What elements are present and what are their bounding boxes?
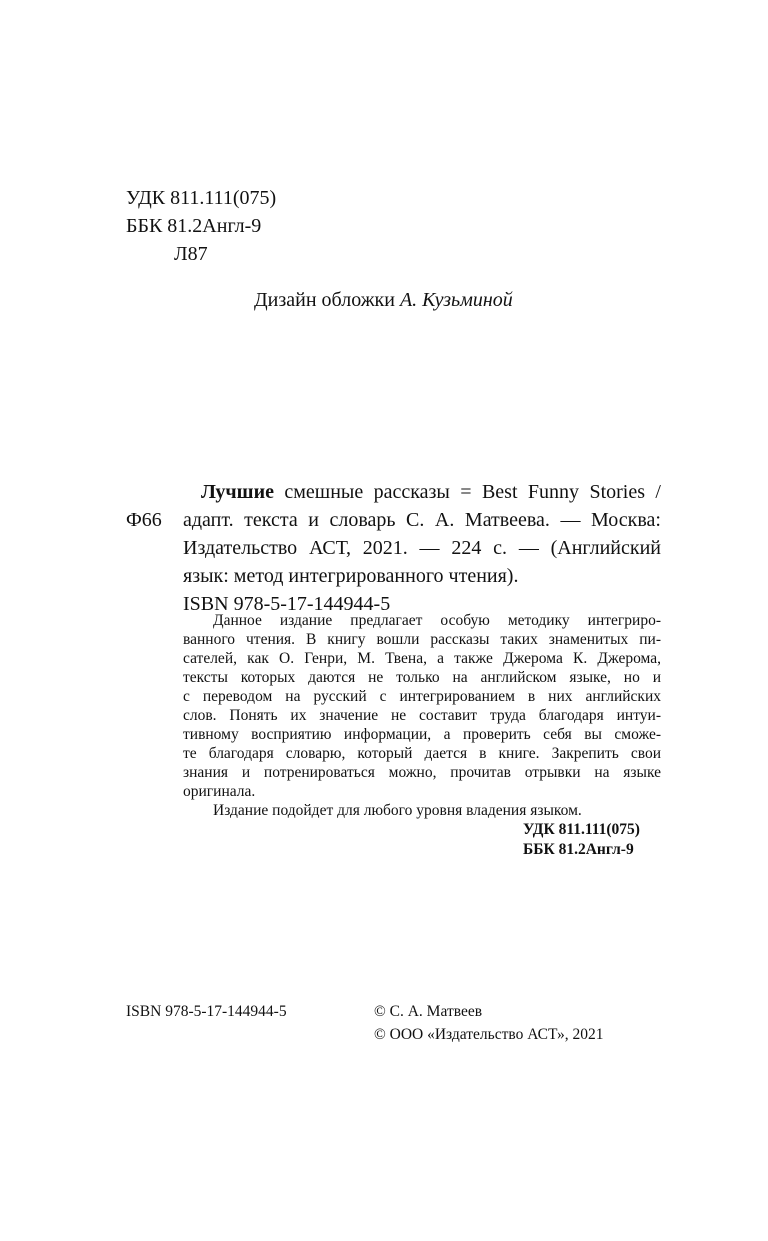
copyright-publisher: © ООО «Издательство АСТ», 2021 xyxy=(374,1026,604,1043)
catalog-title-line xyxy=(201,478,661,506)
annotation-line: тексты которых даются не только на английском языке, но и xyxy=(183,669,661,686)
catalog-line-2: адапт. текста и словарь С. А. Матвеева. — Москва: xyxy=(183,509,661,531)
annotation-line: тивному восприятию информации, а проверить себя вы сможе- xyxy=(183,726,661,743)
annotation-line: с переводом на русский с интегрированием в них английских xyxy=(183,688,661,705)
annotation-line: оригинала. xyxy=(183,783,256,800)
annotation-line: сателей, как О. Генри, М. Твена, а также Джерома К. Джерома, xyxy=(183,650,661,667)
annotation-line: знания и потренироваться можно, прочитав отрывки на языке xyxy=(183,764,661,781)
annotation-line: слов. Понять их значение не составит труда благодаря интуи- xyxy=(183,707,661,724)
cover-designer-name: А. Кузьминой xyxy=(399,289,513,311)
catalog-title-bold: Лучшие xyxy=(201,481,274,503)
annotation-bbk: ББК 81.2Англ-9 xyxy=(523,841,634,858)
catalog-line-3: Издательство АСТ, 2021. — 224 с. — (Английский xyxy=(183,537,661,559)
annotation-line: ванного чтения. В книгу вошли рассказы таких знаменитых пи- xyxy=(183,631,661,648)
bbk-code: ББК 81.2Англ-9 xyxy=(126,215,262,237)
catalog-index-code: Ф66 xyxy=(126,509,162,531)
catalog-isbn: ISBN 978-5-17-144944-5 xyxy=(183,593,391,615)
annotation-line: те благодаря словарю, который дается в книге. Закрепить свои xyxy=(183,745,661,762)
author-mark: Л87 xyxy=(174,243,208,265)
catalog-title-rest: смешные рассказы = Best Funny Stories / xyxy=(273,481,661,503)
annotation-udk: УДК 811.111(075) xyxy=(523,821,640,838)
copyright-author: © С. А. Матвеев xyxy=(374,1003,483,1020)
footer-isbn: ISBN 978-5-17-144944-5 xyxy=(126,1003,287,1020)
annotation-closing: Издание подойдет для любого уровня владения языком. xyxy=(213,802,582,819)
annotation-line: Данное издание предлагает особую методику интегриро- xyxy=(213,612,661,629)
udk-code: УДК 811.111(075) xyxy=(126,187,277,209)
cover-design-prefix: Дизайн обложки xyxy=(254,289,400,311)
catalog-line-4: язык: метод интегрированного чтения). xyxy=(183,565,519,587)
cover-design-credit xyxy=(254,286,513,314)
